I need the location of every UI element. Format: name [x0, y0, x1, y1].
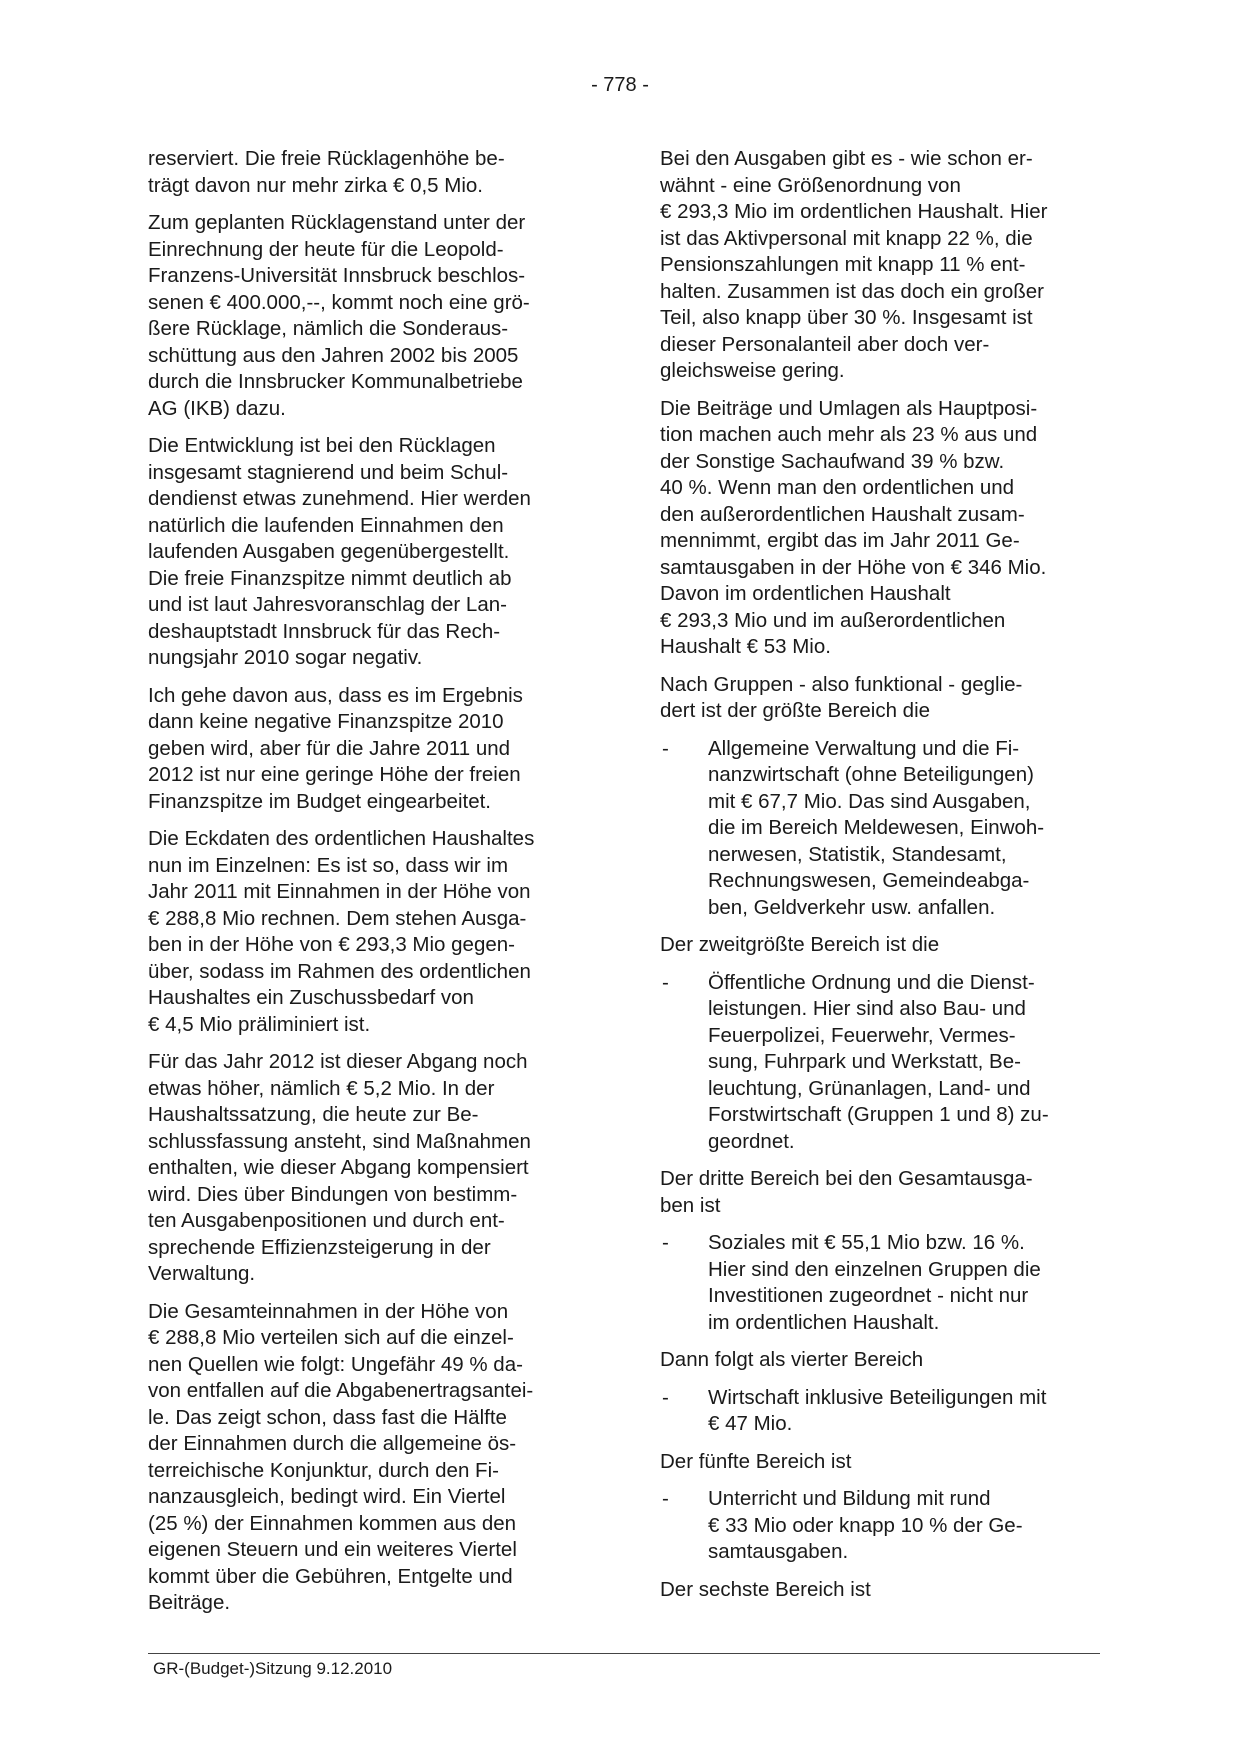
text-line: 40 %. Wenn man den ordentlichen und — [660, 476, 1015, 499]
bullet-dash: - — [662, 1231, 669, 1254]
text-line: der Sonstige Sachaufwand 39 % bzw. — [660, 449, 1005, 473]
text-line: durch die Innsbrucker Kommunalbetriebe — [148, 370, 523, 393]
text-line: € 293,3 Mio im ordentlichen Haushalt. Hier — [660, 200, 1048, 223]
text-line: Die freie Finanzspitze nimmt deutlich ab — [148, 566, 512, 590]
text-line: Franzens-Universität Innsbruck beschlos- — [148, 264, 526, 287]
text-line: Die Entwicklung ist bei den Rücklagen — [148, 434, 496, 457]
bullet-item — [660, 1385, 1110, 1438]
text-line: le. Das zeigt schon, dass fast die Hälfte — [148, 1405, 507, 1429]
text-line: AG (IKB) dazu. — [148, 396, 286, 420]
text-line: natürlich die laufenden Einnahmen den — [148, 513, 504, 537]
text-line: den außerordentlichen Haushalt zusam- — [660, 502, 1025, 526]
bullet-item — [660, 1230, 1110, 1336]
text-line: Nach Gruppen - also funktional - geglie- — [660, 672, 1023, 696]
text-line: laufenden Ausgaben gegenübergestellt. — [148, 540, 510, 563]
text-line: Rechnungswesen, Gemeindeabga- — [708, 869, 1030, 892]
text-line: Wirtschaft inklusive Beteiligungen mit — [708, 1385, 1047, 1409]
paragraph — [148, 1299, 593, 1617]
text-line: schlussfassung ansteht, sind Maßnahmen — [148, 1129, 531, 1153]
text-line: dendienst etwas zunehmend. Hier werden — [148, 487, 531, 510]
text-line: Haushaltssatzung, die heute zur Be- — [148, 1103, 479, 1126]
text-line: samtausgaben. — [708, 1540, 849, 1563]
paragraph — [660, 396, 1110, 661]
text-line: ben in der Höhe von € 293,3 Mio gegen- — [148, 933, 515, 956]
text-line: nerwesen, Statistik, Standesamt, — [708, 842, 1007, 866]
text-line: nun im Einzelnen: Es ist so, dass wir im — [148, 853, 509, 877]
text-line: nungsjahr 2010 sogar negativ. — [148, 646, 423, 669]
text-line: Verwaltung. — [148, 1262, 256, 1285]
text-line: leistungen. Hier sind also Bau- und — [708, 997, 1026, 1020]
text-line: ben, Geldverkehr usw. anfallen. — [708, 895, 996, 919]
text-line: schüttung aus den Jahren 2002 bis 2005 — [148, 343, 519, 367]
text-line: und ist laut Jahresvoranschlag der Lan- — [148, 593, 507, 616]
text-line: Jahr 2011 mit Einnahmen in der Höhe von — [148, 880, 531, 903]
text-line: tion machen auch mehr als 23 % aus und — [660, 423, 1038, 446]
bullet-item — [660, 970, 1110, 1156]
paragraph — [660, 932, 1110, 959]
text-line: dieser Personalanteil aber doch ver- — [660, 332, 990, 356]
footer-divider — [148, 1653, 1100, 1654]
text-line: Die Eckdaten des ordentlichen Haushaltes — [148, 827, 535, 850]
text-line: nen Quellen wie folgt: Ungefähr 49 % da- — [148, 1352, 523, 1376]
text-line: von entfallen auf die Abgabenertragsantei- — [148, 1379, 534, 1402]
text-line: € 293,3 Mio und im außerordentlichen — [660, 608, 1006, 632]
text-line: Ich gehe davon aus, dass es im Ergebnis — [148, 683, 523, 707]
text-line: Soziales mit € 55,1 Mio bzw. 16 %. — [708, 1231, 1025, 1254]
text-line: Davon im ordentlichen Haushalt — [660, 582, 951, 605]
bullet-dash: - — [662, 1385, 669, 1409]
text-line: nanzwirtschaft (ohne Beteiligungen) — [708, 763, 1034, 786]
text-line: € 288,8 Mio rechnen. Dem stehen Ausga- — [148, 906, 527, 930]
text-line: Feuerpolizei, Feuerwehr, Vermes- — [708, 1023, 1016, 1047]
text-line: Teil, also knapp über 30 %. Insgesamt ist — [660, 306, 1033, 329]
text-line: Bei den Ausgaben gibt es - wie schon er- — [660, 147, 1033, 170]
text-line: sung, Fuhrpark und Werkstatt, Be- — [708, 1050, 1021, 1073]
text-line: wähnt - eine Größenordnung von — [660, 173, 961, 197]
text-line: Der dritte Bereich bei den Gesamtausga- — [660, 1167, 1033, 1190]
text-line: ben ist — [660, 1193, 721, 1217]
text-line: der Einnahmen durch die allgemeine ös- — [148, 1432, 517, 1455]
text-line: etwas höher, nämlich € 5,2 Mio. In der — [148, 1076, 495, 1100]
paragraph — [660, 672, 1110, 725]
text-line: geben wird, aber für die Jahre 2011 und — [148, 736, 511, 760]
text-line: insgesamt stagnierend und beim Schul- — [148, 460, 509, 484]
paragraph — [148, 210, 593, 422]
text-line: € 4,5 Mio präliminiert ist. — [148, 1012, 371, 1036]
text-line: Dann folgt als vierter Bereich — [660, 1348, 924, 1371]
text-line: ist das Aktivpersonal mit knapp 22 %, die — [660, 226, 1033, 250]
text-line: über, sodass im Rahmen des ordentlichen — [148, 959, 531, 983]
text-line: sprechende Effizienzsteigerung in der — [148, 1235, 491, 1259]
text-line: dert ist der größte Bereich die — [660, 699, 931, 722]
text-line: enthalten, wie dieser Abgang kompensiert — [148, 1156, 529, 1179]
text-line: terreichische Konjunktur, durch den Fi- — [148, 1458, 499, 1482]
text-line: wird. Dies über Bindungen von bestimm- — [148, 1182, 518, 1206]
left-text-column — [148, 146, 593, 1628]
text-line: deshauptstadt Innsbruck für das Rech- — [148, 619, 501, 643]
footer-session-label: GR-(Budget-)Sitzung 9.12.2010 — [153, 1659, 393, 1678]
text-line: leuchtung, Grünanlagen, Land- und — [708, 1076, 1031, 1100]
text-line: Pensionszahlungen mit knapp 11 % ent- — [660, 253, 1026, 276]
text-line: trägt davon nur mehr zirka € 0,5 Mio. — [148, 173, 483, 197]
text-line: Investitionen zugeordnet - nicht nur — [708, 1284, 1029, 1307]
text-line: € 288,8 Mio verteilen sich auf die einzel- — [148, 1326, 514, 1349]
bullet-dash: - — [662, 1487, 669, 1510]
text-line: € 47 Mio. — [708, 1412, 793, 1435]
paragraph — [148, 1049, 593, 1288]
text-line: Unterricht und Bildung mit rund — [708, 1487, 991, 1510]
paragraph — [660, 1449, 1110, 1476]
text-line: Einrechnung der heute für die Leopold- — [148, 237, 504, 261]
text-line: Beiträge. — [148, 1591, 231, 1614]
text-line: Für das Jahr 2012 ist dieser Abgang noch — [148, 1050, 528, 1073]
text-line: nanzausgleich, bedingt wird. Ein Viertel — [148, 1485, 506, 1508]
text-line: geordnet. — [708, 1129, 795, 1153]
text-line: Öffentliche Ordnung und die Dienst- — [708, 970, 1035, 994]
text-line: mennimmt, ergibt das im Jahr 2011 Ge- — [660, 529, 1020, 552]
right-text-column — [660, 146, 1110, 1614]
text-line: Forstwirtschaft (Gruppen 1 und 8) zu- — [708, 1103, 1049, 1126]
text-line: Der fünfte Bereich ist — [660, 1449, 852, 1473]
text-line: ßere Rücklage, nämlich die Sonderaus- — [148, 317, 509, 340]
text-line: Die Gesamteinnahmen in der Höhe von — [148, 1299, 509, 1323]
text-line: Hier sind den einzelnen Gruppen die — [708, 1257, 1041, 1281]
bullet-item — [660, 1486, 1110, 1566]
text-line: Der zweitgrößte Bereich ist die — [660, 933, 940, 956]
paragraph — [148, 146, 593, 199]
text-line: halten. Zusammen ist das doch ein großer — [660, 279, 1044, 303]
paragraph — [148, 683, 593, 816]
text-line: Der sechste Bereich ist — [660, 1577, 871, 1601]
paragraph — [660, 146, 1110, 385]
bullet-item — [660, 736, 1110, 922]
text-line: die im Bereich Meldewesen, Einwoh- — [708, 816, 1045, 839]
text-line: kommt über die Gebühren, Entgelte und — [148, 1564, 513, 1588]
text-line: Finanzspitze im Budget eingearbeitet. — [148, 789, 492, 813]
text-line: mit € 67,7 Mio. Das sind Ausgaben, — [708, 789, 1031, 813]
text-line: (25 %) der Einnahmen kommen aus den — [148, 1511, 517, 1535]
paragraph — [148, 433, 593, 672]
text-line: 2012 ist nur eine geringe Höhe der freien — [148, 763, 521, 786]
text-line: Haushalt € 53 Mio. — [660, 635, 831, 658]
text-line: im ordentlichen Haushalt. — [708, 1310, 940, 1334]
text-line: reserviert. Die freie Rücklagenhöhe be- — [148, 147, 505, 170]
bullet-dash: - — [662, 736, 669, 760]
text-line: dann keine negative Finanzspitze 2010 — [148, 710, 504, 733]
text-line: Haushaltes ein Zuschussbedarf von — [148, 986, 474, 1009]
text-line: gleichsweise gering. — [660, 359, 845, 382]
bullet-dash: - — [662, 970, 669, 994]
text-line: Die Beiträge und Umlagen als Hauptposi- — [660, 396, 1038, 420]
text-line: € 33 Mio oder knapp 10 % der Ge- — [708, 1513, 1023, 1537]
page-number: - 778 - — [591, 74, 649, 96]
text-line: senen € 400.000,--, kommt noch eine grö- — [148, 290, 530, 314]
paragraph — [148, 826, 593, 1038]
text-line: ten Ausgabenpositionen und durch ent- — [148, 1209, 505, 1232]
text-line: Zum geplanten Rücklagenstand unter der — [148, 211, 526, 234]
text-line: eigenen Steuern und ein weiteres Viertel — [148, 1538, 517, 1561]
paragraph — [660, 1577, 1110, 1604]
paragraph — [660, 1166, 1110, 1219]
text-line: Allgemeine Verwaltung und die Fi- — [708, 736, 1020, 760]
text-line: samtausgaben in der Höhe von € 346 Mio. — [660, 555, 1047, 579]
paragraph — [660, 1347, 1110, 1374]
